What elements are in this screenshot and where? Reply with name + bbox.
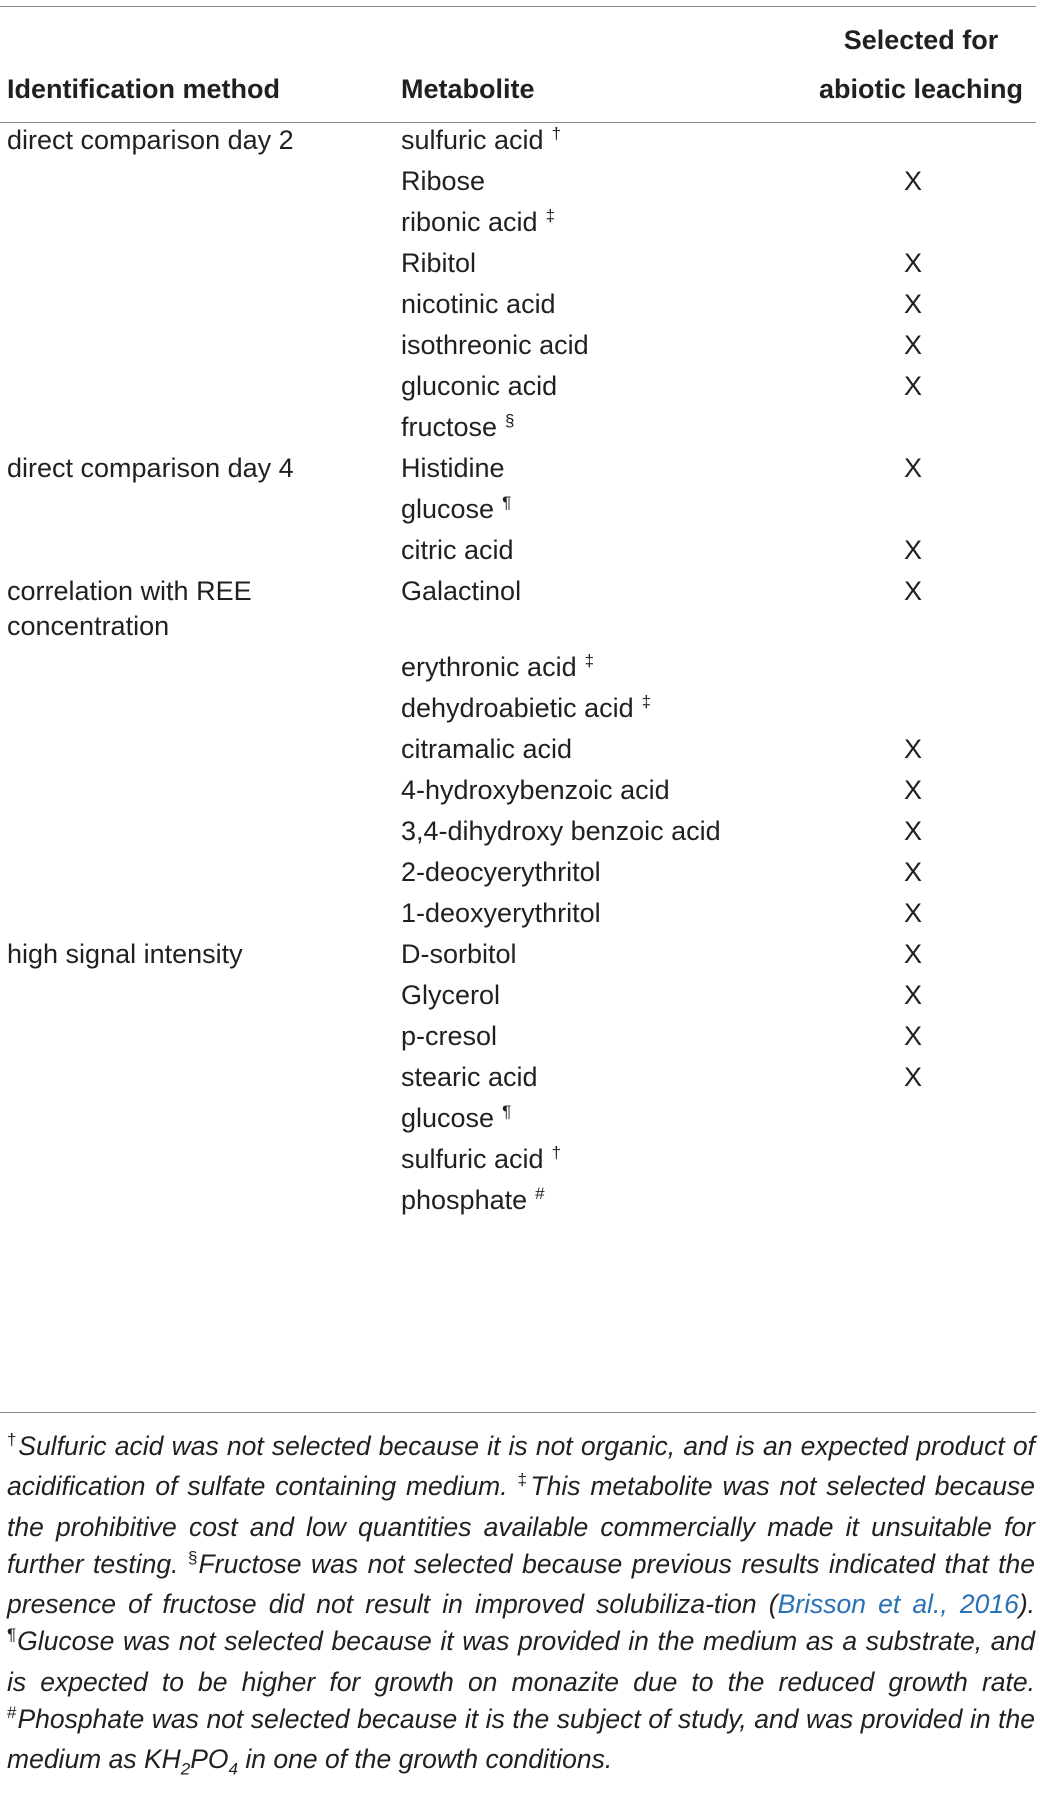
row-selected-mark: X: [903, 816, 923, 846]
footnote-mark: ‡: [584, 651, 595, 670]
footnote-dagger-text: Sulfuric acid was not selected because it is not organic, and is an expected product of acidification of sulfate containing medium.: [7, 1431, 1035, 1502]
metabolite-name: citramalic acid: [401, 734, 573, 764]
row-selected-mark: X: [903, 453, 923, 483]
footnote-mark: ‡: [545, 206, 556, 225]
row-metabolite: [401, 652, 594, 686]
footnote-hash-end: in one of the growth conditions.: [238, 1744, 613, 1775]
footnote-mark: #: [535, 1184, 545, 1203]
row-selected-mark: X: [903, 898, 923, 928]
row-metabolite: [401, 734, 572, 764]
row-metabolite: [401, 1062, 538, 1092]
footnote-mark: ‡: [641, 692, 652, 711]
row-method: correlation with REE: [7, 576, 252, 606]
metabolite-name: nicotinic acid: [401, 289, 556, 319]
row-metabolite: [401, 248, 476, 278]
metabolite-name: 4-hydroxybenzoic acid: [401, 775, 670, 805]
footnote-mark: ¶: [502, 1102, 512, 1121]
header-selected-line1: Selected for: [843, 25, 999, 55]
row-selected-mark: X: [903, 330, 923, 360]
row-metabolite: [401, 1144, 561, 1178]
bottom-rule: [0, 1412, 1036, 1413]
row-selected-mark: X: [903, 371, 923, 401]
row-metabolite: [401, 289, 556, 319]
row-metabolite: [401, 1185, 545, 1219]
metabolite-name: sulfuric acid: [401, 125, 544, 155]
footnote-dagger-symbol: †: [7, 1430, 18, 1449]
footnote-hash-symbol: #: [7, 1703, 17, 1723]
row-metabolite: [401, 494, 511, 528]
metabolite-name: D-sorbitol: [401, 939, 517, 969]
row-metabolite: [401, 775, 670, 805]
header-selected-line2: abiotic leaching: [818, 74, 1024, 104]
metabolite-name: fructose: [401, 412, 498, 442]
header-rule: [0, 122, 1036, 123]
row-metabolite: [401, 412, 515, 446]
row-metabolite: [401, 207, 555, 241]
metabolite-name: 1-deoxyerythritol: [401, 898, 601, 928]
metabolite-name: gluconic acid: [401, 371, 558, 401]
row-metabolite: [401, 125, 561, 159]
row-selected-mark: X: [903, 857, 923, 887]
metabolite-name: 2-deocyerythritol: [401, 857, 601, 887]
row-selected-mark: X: [903, 248, 923, 278]
header-metabolite: Metabolite: [401, 74, 535, 104]
row-metabolite: [401, 576, 521, 606]
row-selected-mark: X: [903, 980, 923, 1010]
row-metabolite: [401, 453, 505, 483]
footnote-mark: §: [505, 411, 515, 430]
row-selected-mark: X: [903, 289, 923, 319]
footnote-mark: †: [551, 1143, 562, 1162]
metabolite-name: glucose: [401, 1103, 495, 1133]
row-metabolite: [401, 816, 721, 846]
row-method: direct comparison day 4: [7, 453, 294, 483]
metabolite-name: Ribose: [401, 166, 486, 196]
metabolite-name: isothreonic acid: [401, 330, 589, 360]
metabolite-name: glucose: [401, 494, 495, 524]
row-selected-mark: X: [903, 734, 923, 764]
footnote-double-dagger-text: This metabolite was not selected because the prohibitive cost and low quantities available commercially made it unsuitable for further testing.: [7, 1471, 1035, 1579]
footnote-mark: ¶: [502, 493, 512, 512]
header-identification-method: Identification method: [7, 74, 280, 104]
row-metabolite: [401, 693, 651, 727]
metabolite-name: erythronic acid: [401, 652, 577, 682]
metabolite-name: Galactinol: [401, 576, 522, 606]
row-selected-mark: X: [903, 1062, 923, 1092]
metabolite-name: ribonic acid: [401, 207, 538, 237]
row-selected-mark: X: [903, 535, 923, 565]
citation-link-brisson-2016[interactable]: Brisson et al., 2016: [777, 1589, 1019, 1620]
metabolite-name: Ribitol: [401, 248, 477, 278]
row-method: direct comparison day 2: [7, 125, 294, 155]
footnote-hash-subscript-2: 2: [180, 1759, 191, 1779]
row-selected-mark: X: [903, 1021, 923, 1051]
metabolite-name: stearic acid: [401, 1062, 538, 1092]
footnote-section-text: Fructose was not selected because previous results indicated that the presence of fructose did not result in improved solubiliza-tion (: [7, 1548, 1035, 1620]
row-method-line2: concentration: [7, 611, 170, 641]
row-method: high signal intensity: [7, 939, 243, 969]
metabolite-name: 3,4-dihydroxy benzoic acid: [401, 816, 721, 846]
row-metabolite: [401, 1103, 511, 1137]
metabolite-name: Histidine: [401, 453, 505, 483]
metabolite-name: sulfuric acid: [401, 1144, 544, 1174]
row-selected-mark: X: [903, 576, 923, 606]
metabolite-name: Glycerol: [401, 980, 501, 1010]
row-selected-mark: X: [903, 166, 923, 196]
metabolite-name: phosphate: [401, 1185, 528, 1215]
footnote-section-symbol: §: [187, 1547, 198, 1567]
row-metabolite: [401, 1021, 497, 1051]
row-metabolite: [401, 898, 601, 928]
metabolite-name: p-cresol: [401, 1021, 498, 1051]
footnote-mark: †: [551, 124, 562, 143]
metabolite-name: citric acid: [401, 535, 514, 565]
table-footnotes: [7, 1428, 1035, 1788]
row-metabolite: [401, 939, 517, 969]
footnote-hash-text: Phosphate was not selected because it is the subject of study, and was provided in the medium as KH: [7, 1704, 1035, 1775]
row-metabolite: [401, 535, 514, 565]
row-selected-mark: X: [903, 939, 923, 969]
row-metabolite: [401, 371, 557, 401]
row-metabolite: [401, 857, 601, 887]
row-selected-mark: X: [903, 775, 923, 805]
footnote-pilcrow-text: Glucose was not selected because it was provided in the medium as a substrate, and is expected to be higher for growth on monazite due to the reduced growth rate.: [7, 1626, 1035, 1697]
footnote-hash-po: PO: [190, 1744, 229, 1775]
footnote-double-dagger-symbol: ‡: [517, 1470, 530, 1490]
footnote-section-end: ).: [1018, 1589, 1035, 1620]
row-metabolite: [401, 980, 500, 1010]
footnote-hash-subscript-4: 4: [228, 1759, 239, 1779]
metabolite-name: dehydroabietic acid: [401, 693, 634, 723]
top-rule: [0, 6, 1036, 7]
footnote-pilcrow-symbol: ¶: [7, 1625, 17, 1645]
row-metabolite: [401, 330, 589, 360]
row-metabolite: [401, 166, 485, 196]
